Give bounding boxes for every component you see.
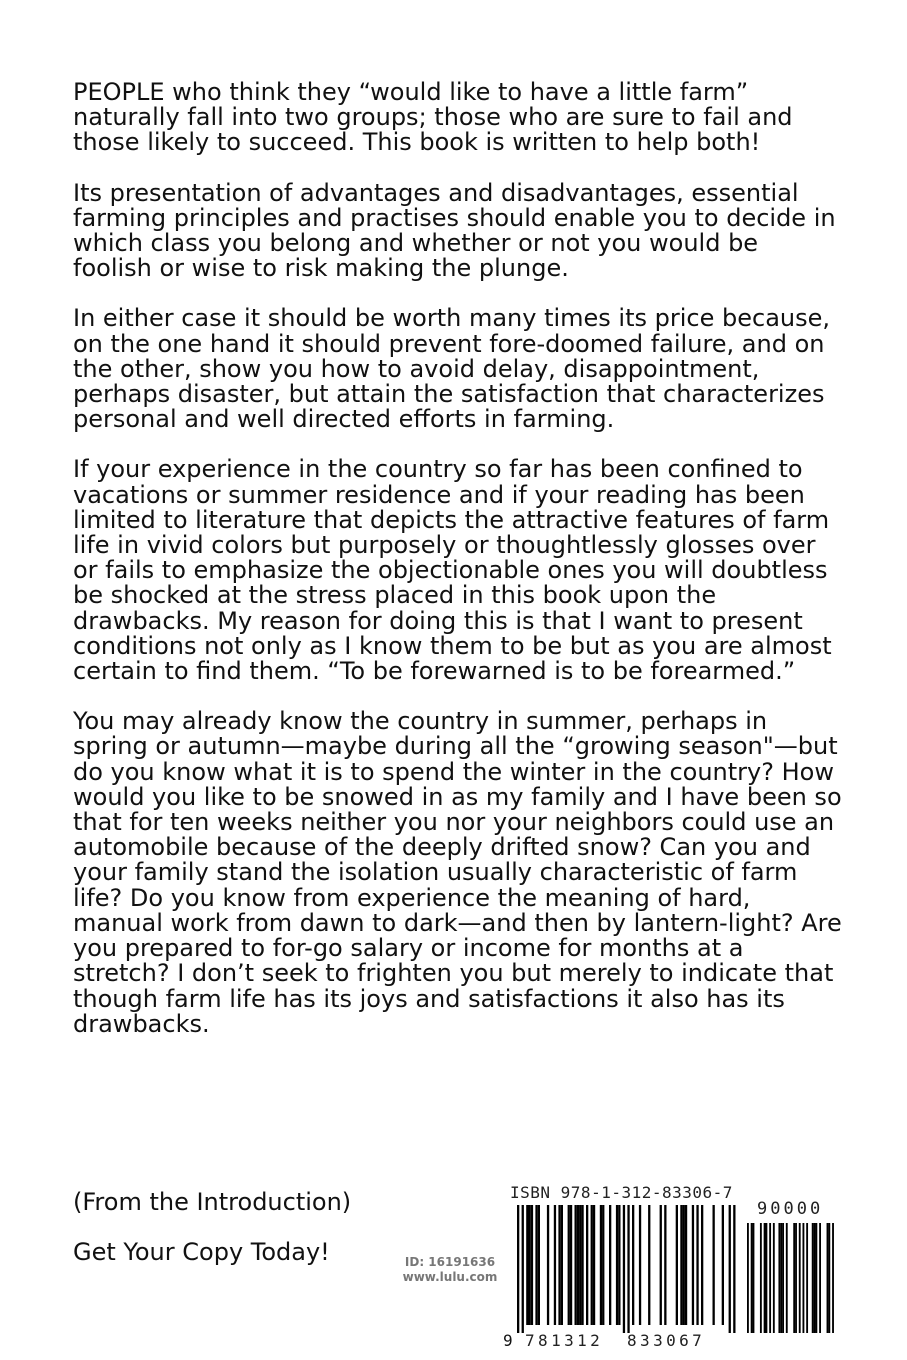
addon-bar bbox=[828, 1223, 830, 1333]
ean-bar bbox=[609, 1205, 611, 1325]
ean-bar bbox=[701, 1205, 703, 1325]
addon-bar bbox=[751, 1223, 753, 1333]
addon-bar bbox=[814, 1223, 816, 1333]
addon-bar bbox=[786, 1223, 788, 1333]
addon-bar bbox=[782, 1223, 784, 1333]
addon-bar bbox=[760, 1223, 762, 1333]
ean-bar bbox=[733, 1205, 735, 1333]
ean-bar bbox=[680, 1205, 682, 1325]
ean-bar bbox=[692, 1205, 694, 1325]
addon-bars bbox=[747, 1223, 835, 1333]
addon-bar bbox=[769, 1223, 771, 1333]
ean-bar bbox=[526, 1205, 528, 1325]
ean-bar bbox=[632, 1205, 634, 1325]
ean-bar bbox=[554, 1205, 556, 1325]
ean-bar bbox=[547, 1205, 549, 1325]
ean-bar bbox=[627, 1205, 629, 1333]
addon-bar bbox=[773, 1223, 775, 1333]
ean-bar bbox=[593, 1205, 595, 1325]
call-to-action: Get Your Copy Today! bbox=[73, 1238, 330, 1266]
addon-bar bbox=[795, 1223, 797, 1333]
blurb-paragraph-2: Its presentation of advantages and disadvantages, essential farming principles and practises should enable you to decide in which class you belong and whether or not you would be foolish or wise to risk making the plunge. bbox=[73, 178, 836, 283]
ean-bar bbox=[660, 1205, 662, 1325]
ean-bar bbox=[586, 1205, 588, 1325]
addon-bar bbox=[812, 1223, 814, 1333]
addon-bar bbox=[832, 1223, 834, 1333]
addon-bar bbox=[780, 1223, 782, 1333]
ean-bar bbox=[581, 1205, 583, 1325]
blurb-paragraph-4: If your experience in the country so far has been confined to vacations or summer residence and if your reading has been limited to literature that depicts the attractive features of farm life in vivid colors but purposely or thoughtlessly glosses over or fails to emphasize the objectionable ones you will doubtless be shocked at the stress placed in this book upon the drawbacks. My reason for doing this is that I want to present conditions not only as I know them to be but as you are almost certain to find them. “To be forewarned is to be forearmed.” bbox=[73, 455, 832, 686]
ean-right-digits: 833067 bbox=[627, 1331, 706, 1350]
ean-bar bbox=[623, 1205, 625, 1333]
ean-bar bbox=[577, 1205, 579, 1325]
addon-bar bbox=[766, 1223, 768, 1333]
ean-bar bbox=[591, 1205, 593, 1325]
ean-bar bbox=[522, 1205, 524, 1333]
addon-bar bbox=[827, 1223, 829, 1333]
addon-bar bbox=[747, 1223, 749, 1333]
ean-bar bbox=[570, 1205, 572, 1325]
lulu-id-stamp bbox=[388, 1255, 512, 1285]
lulu-id: ID: 16191636 bbox=[404, 1255, 496, 1269]
ean-bar bbox=[575, 1205, 577, 1325]
back-cover-blurb bbox=[73, 80, 843, 1062]
ean-bar bbox=[722, 1205, 724, 1325]
addon-bar bbox=[815, 1223, 817, 1333]
ean-bar bbox=[618, 1205, 620, 1325]
addon-bar bbox=[793, 1223, 795, 1333]
ean-bar bbox=[602, 1205, 604, 1325]
ean-bar bbox=[600, 1205, 602, 1325]
ean-bar bbox=[639, 1205, 641, 1325]
ean-bar bbox=[517, 1205, 519, 1333]
blurb-paragraph-1: PEOPLE who think they “would like to have a little farm” naturally fall into two groups; those who are sure to fail and those likely to succeed. This book is written to help both! bbox=[73, 78, 793, 157]
ean-bar bbox=[538, 1205, 540, 1325]
ean-bar bbox=[568, 1205, 570, 1325]
ean-left-digits: 781312 bbox=[525, 1331, 604, 1350]
ean-bar bbox=[531, 1205, 533, 1325]
source-note: (From the Introduction) bbox=[73, 1188, 352, 1216]
blurb-paragraph-3: In either case it should be worth many times its price because, on the one hand it should prevent fore-doomed failure, and on the other, show you how to avoid delay, disappointment, perhaps disaster, but attain the satisfaction that characterizes personal and well directed efforts in farming. bbox=[73, 304, 831, 434]
addon-bar bbox=[778, 1223, 780, 1333]
ean-bar bbox=[535, 1205, 537, 1325]
ean-bar bbox=[558, 1205, 560, 1325]
ean-bar bbox=[616, 1205, 618, 1325]
addon-bar bbox=[764, 1223, 766, 1333]
ean-bars bbox=[505, 1205, 745, 1333]
ean-bar bbox=[713, 1205, 715, 1325]
ean-bar bbox=[729, 1205, 731, 1333]
ean-bar bbox=[529, 1205, 531, 1325]
lulu-site: www.lulu.com bbox=[402, 1270, 498, 1284]
blurb-paragraph-5: You may already know the country in summer, perhaps in spring or autumn—maybe during all the “growing season"—but do you know what it is to spend the winter in the country? How would you like to be snowed in as my family and I have been so that for ten weeks neither you nor your neighbors could use an automobile because of the deeply drifted snow? Can you and your family stand the isolation usually characteristic of farm life? Do you know from experience the meaning of hard, manual work from dawn to dark—and then by lantern-light? Are you prepared to for-go salary or income for months at a stretch? I don’t seek to frighten you but merely to indicate that though farm life has its joys and satisfactions it also has its drawbacks. bbox=[73, 707, 842, 1038]
ean-bar bbox=[685, 1205, 687, 1325]
isbn-label: ISBN 978-1-312-83306-7 bbox=[510, 1183, 733, 1202]
ean-bar bbox=[561, 1205, 563, 1325]
ean-first-digit: 9 bbox=[503, 1331, 513, 1350]
addon-bar bbox=[753, 1223, 755, 1333]
ean-bar bbox=[648, 1205, 650, 1325]
ean-bar bbox=[579, 1205, 581, 1325]
addon-bar bbox=[803, 1223, 805, 1333]
isbn-barcode bbox=[505, 1183, 835, 1355]
ean-bar bbox=[696, 1205, 698, 1325]
price-code: 90000 bbox=[757, 1199, 824, 1219]
ean-bar bbox=[676, 1205, 678, 1325]
addon-bar bbox=[819, 1223, 821, 1333]
ean-bar bbox=[664, 1205, 666, 1325]
addon-bar bbox=[799, 1223, 801, 1333]
addon-bar bbox=[806, 1223, 808, 1333]
ean-bar bbox=[683, 1205, 685, 1325]
